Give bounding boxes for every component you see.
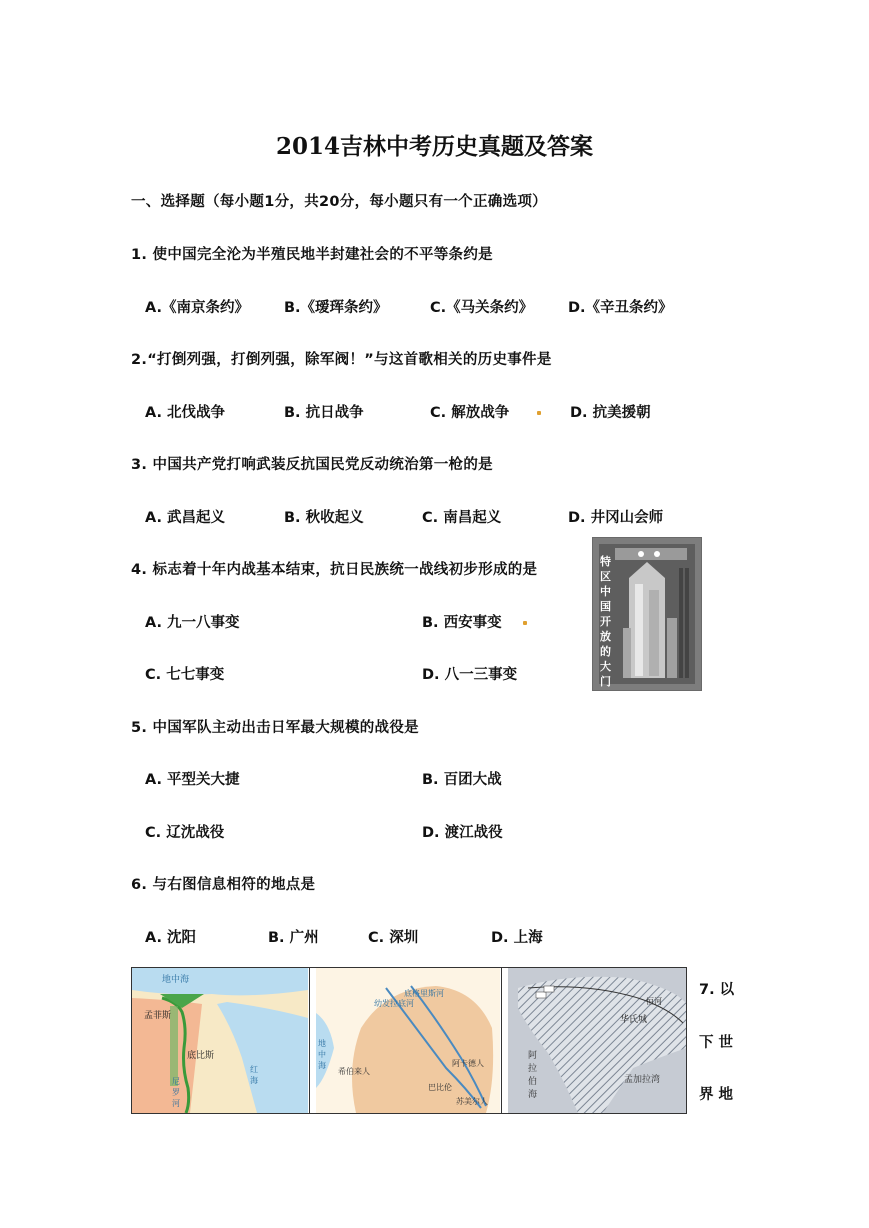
question-4-option-c: C. 七七事变 bbox=[145, 667, 225, 683]
question-4-option-a: A. 九一八事变 bbox=[145, 615, 240, 631]
page-title: 2014吉林中考历史真题及答案 bbox=[275, 133, 593, 160]
question-5-option-a: A. 平型关大捷 bbox=[145, 772, 240, 788]
map-label-thebes: 底比斯 bbox=[187, 1051, 215, 1061]
question-5-option-d: D. 渡江战役 bbox=[422, 825, 503, 841]
map-label-memphis: 孟菲斯 bbox=[144, 1011, 172, 1021]
section-heading: 一、选择题（每小题1分，共20分，每小题只有一个正确选项） bbox=[131, 194, 547, 210]
mesopotamia-map bbox=[316, 968, 500, 1113]
question-2-option-a: A. 北伐战争 bbox=[145, 405, 226, 421]
question-6-option-a: A. 沈阳 bbox=[145, 930, 197, 946]
question-1-option-b: B.《瑷珲条约》 bbox=[284, 300, 388, 316]
map-label-ganges: 恒河 bbox=[646, 997, 662, 1006]
special-zone-poster-image bbox=[592, 537, 702, 691]
poster-caption: 特区中国开放的大门 bbox=[600, 555, 611, 688]
question-6-option-c: C. 深圳 bbox=[368, 930, 419, 946]
map-label-mediterranean: 地中海 bbox=[162, 975, 190, 985]
question-2-option-c: C. 解放战争 bbox=[430, 405, 510, 421]
india-map bbox=[508, 968, 686, 1113]
orange-dot-mark bbox=[537, 411, 541, 415]
question-6-option-d: D. 上海 bbox=[491, 930, 543, 946]
question-7-fragment-line-1: 7. 以 bbox=[699, 982, 735, 998]
question-2-option-b: B. 抗日战争 bbox=[284, 405, 364, 421]
ancient-civilization-maps bbox=[131, 967, 687, 1114]
map-label-akkadians: 阿卡德人 bbox=[452, 1059, 484, 1068]
question-1-option-d: D.《辛丑条约》 bbox=[568, 300, 673, 316]
map-label-nile: 尼罗河 bbox=[172, 1077, 180, 1108]
question-3-option-a: A. 武昌起义 bbox=[145, 510, 226, 526]
question-3-option-c: C. 南昌起义 bbox=[422, 510, 502, 526]
question-2-stem: 2.“打倒列强，打倒列强，除军阀！”与这首歌相关的历史事件是 bbox=[131, 352, 552, 368]
question-2-option-d: D. 抗美援朝 bbox=[570, 405, 651, 421]
map-label-sumerians: 苏美尔人 bbox=[456, 1097, 488, 1106]
question-1-stem: 1. 使中国完全沦为半殖民地半封建社会的不平等条约是 bbox=[131, 247, 493, 263]
question-5-stem: 5. 中国军队主动出击日军最大规模的战役是 bbox=[131, 720, 419, 736]
map-label-arabian-sea: 阿拉伯海 bbox=[528, 1051, 538, 1100]
question-6-stem: 6. 与右图信息相符的地点是 bbox=[131, 877, 316, 893]
question-7-fragment-line-3: 界 地 bbox=[699, 1087, 734, 1103]
question-3-option-d: D. 井冈山会师 bbox=[568, 510, 664, 526]
map-label-euphrates: 幼发拉底河 bbox=[374, 999, 414, 1008]
map-label-tigris: 底格里斯河 bbox=[404, 989, 444, 998]
question-3-stem: 3. 中国共产党打响武装反抗国民党反动统治第一枪的是 bbox=[131, 457, 493, 473]
map-label-hebrews: 希伯来人 bbox=[338, 1067, 370, 1076]
question-4-stem: 4. 标志着十年内战基本结束，抗日民族统一战线初步形成的是 bbox=[131, 562, 538, 578]
map-label-mediterranean-2: 地中海 bbox=[318, 1039, 326, 1070]
map-label-red-sea: 红海 bbox=[250, 1065, 258, 1085]
map-label-bay-of-bengal: 孟加拉湾 bbox=[624, 1075, 661, 1085]
question-4-option-d: D. 八一三事变 bbox=[422, 667, 518, 683]
map-label-pataliputra: 华氏城 bbox=[620, 1015, 648, 1025]
question-5-option-c: C. 辽沈战役 bbox=[145, 825, 225, 841]
question-7-fragment-line-2: 下 世 bbox=[699, 1035, 734, 1051]
question-5-option-b: B. 百团大战 bbox=[422, 772, 502, 788]
question-1-option-c: C.《马关条约》 bbox=[430, 300, 534, 316]
orange-dot-mark bbox=[523, 621, 527, 625]
question-1-option-a: A.《南京条约》 bbox=[145, 300, 249, 316]
question-4-option-b: B. 西安事变 bbox=[422, 615, 502, 631]
question-3-option-b: B. 秋收起义 bbox=[284, 510, 364, 526]
egypt-map bbox=[132, 968, 308, 1113]
map-label-babylon: 巴比伦 bbox=[428, 1083, 452, 1092]
question-6-option-b: B. 广州 bbox=[268, 930, 319, 946]
